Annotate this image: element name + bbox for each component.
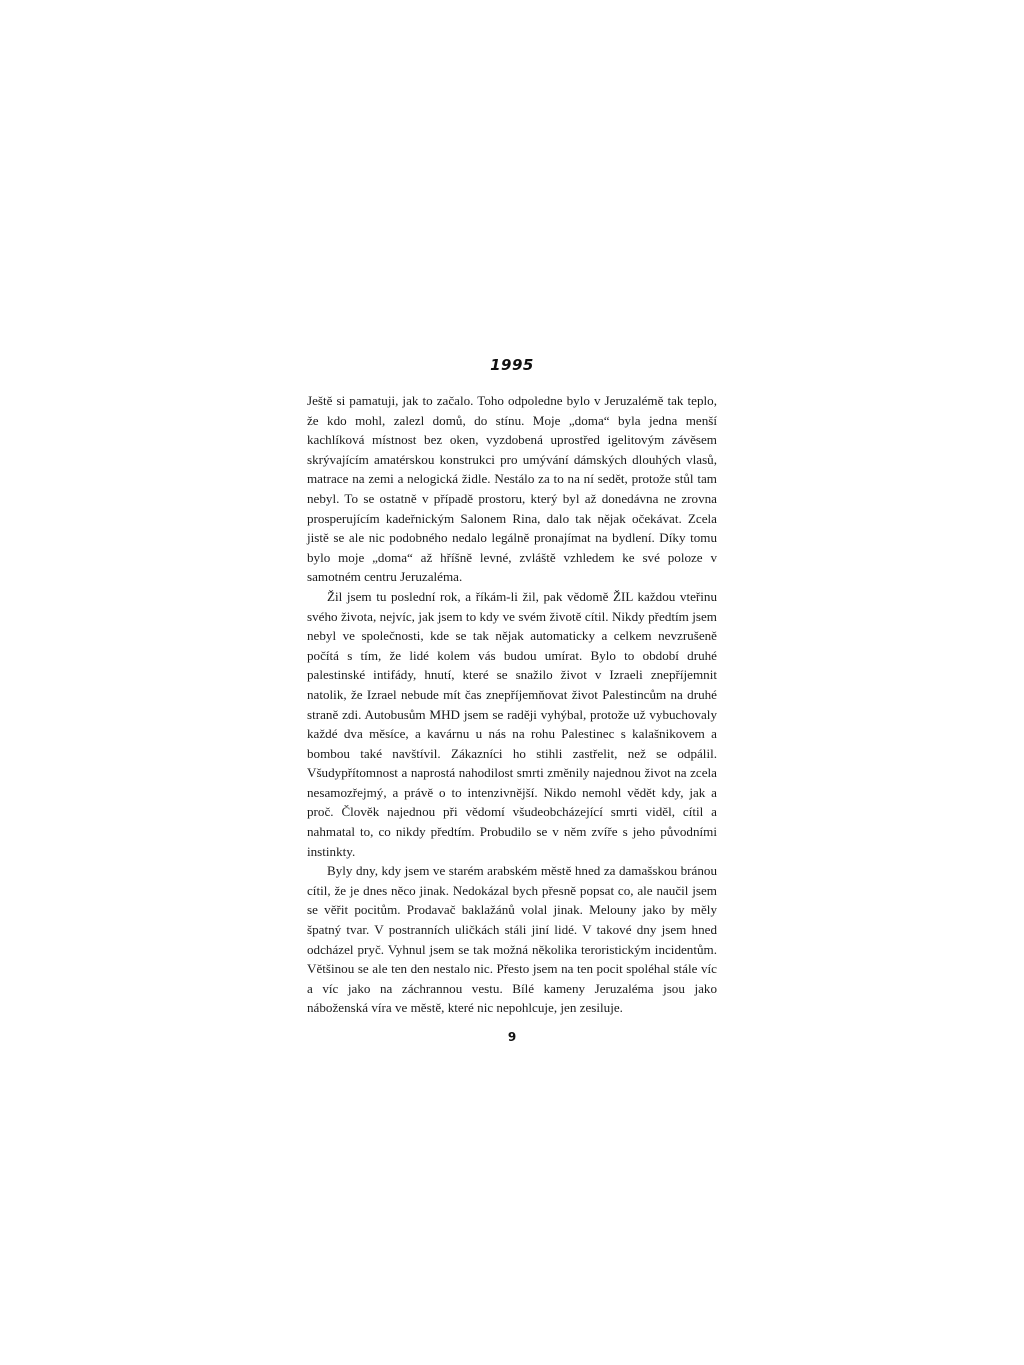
- paragraph-2: Žil jsem tu poslední rok, a říkám-li žil, pak vědomě ŽIL každou vteřinu svého života, nejvíc, jak jsem to kdy ve svém životě cítil. Nikdy předtím jsem nebyl ve společnosti, kde se tak nějak automaticky a celkem nevzrušeně počítá s tím, že lidé kolem vás budou umírat. Bylo to období druhé palestinské intifády, hnutí, které se snažilo život v Izraeli znepříjemnit natolik, že Izrael nebude mít čas znepříjemňovat život Palestincům na druhé straně zdi. Autobusům MHD jsem se raději vyhýbal, protože už vybuchovaly každé dva měsíce, a kavárnu u nás na rohu Palestinec s kalašnikovem a bombou také navštívil. Zákazníci ho stihli zastřelit, než se odpálil. Všudypřítomnost a naprostá nahodilost smrti změnily najednou život na zcela nesamozřejmý, a právě o to intenzivnější. Nikdo nemohl vědět kdy, jak a proč. Člověk najednou při vědomí všudeobcházející smrti viděl, cítil a nahmatal to, co nikdy předtím. Probudilo se v něm zvíře s jeho původními instinkty.: [307, 588, 717, 859]
- page-number: 9: [507, 1030, 517, 1044]
- paragraph-1: Ještě si pamatuji, jak to začalo. Toho odpoledne bylo v Jeruzalémě tak teplo, že kdo mohl, zalezl domů, do stínu. Moje „doma“ byla jedna menší kachlíková místnost bez oken, vyzdobená uprostřed igelitovým závěsem skrývajícím amatérskou konstrukci pro umývání dámských dlouhých vlasů, matrace na zemi a nelogická židle. Nestálo za to na ní sedět, protože stůl tam nebyl. To se ostatně v případě prostoru, který byl až donedávna ne zrovna prosperujícím kadeřnickým Salonem Rina, dalo tak nějak očekávat. Zcela jistě se ale nic podobného nedalo legálně pronajímat na bydlení. Díky tomu bylo moje „doma“ až hříšně levné, zvláště vzhledem ke své poloze v samotném centru Jeruzaléma.: [307, 393, 717, 585]
- paragraph-3: Byly dny, kdy jsem ve starém arabském městě hned za damašskou bránou cítil, že je dnes něco jinak. Nedokázal bych přesně popsat co, ale naučil jsem se věřit pocitům. Prodavač baklažánů volal jinak. Melouny jako by měly špatný tvar. V postranních uličkách stáli jiní lidé. V takové dny jsem hned odcházel pryč. Vyhnul jsem se tak možná několika teroristickým incidentům. Většinou se ale ten den nestalo nic. Přesto jsem na ten pocit spoléhal stále víc a víc jako na záchrannou vestu. Bílé kameny Jeruzaléma jsou jako náboženská víra ve městě, které nic nepohlcuje, jen zesiluje.: [307, 863, 717, 1016]
- body-text: [307, 391, 717, 1018]
- chapter-title: 1995: [490, 356, 534, 374]
